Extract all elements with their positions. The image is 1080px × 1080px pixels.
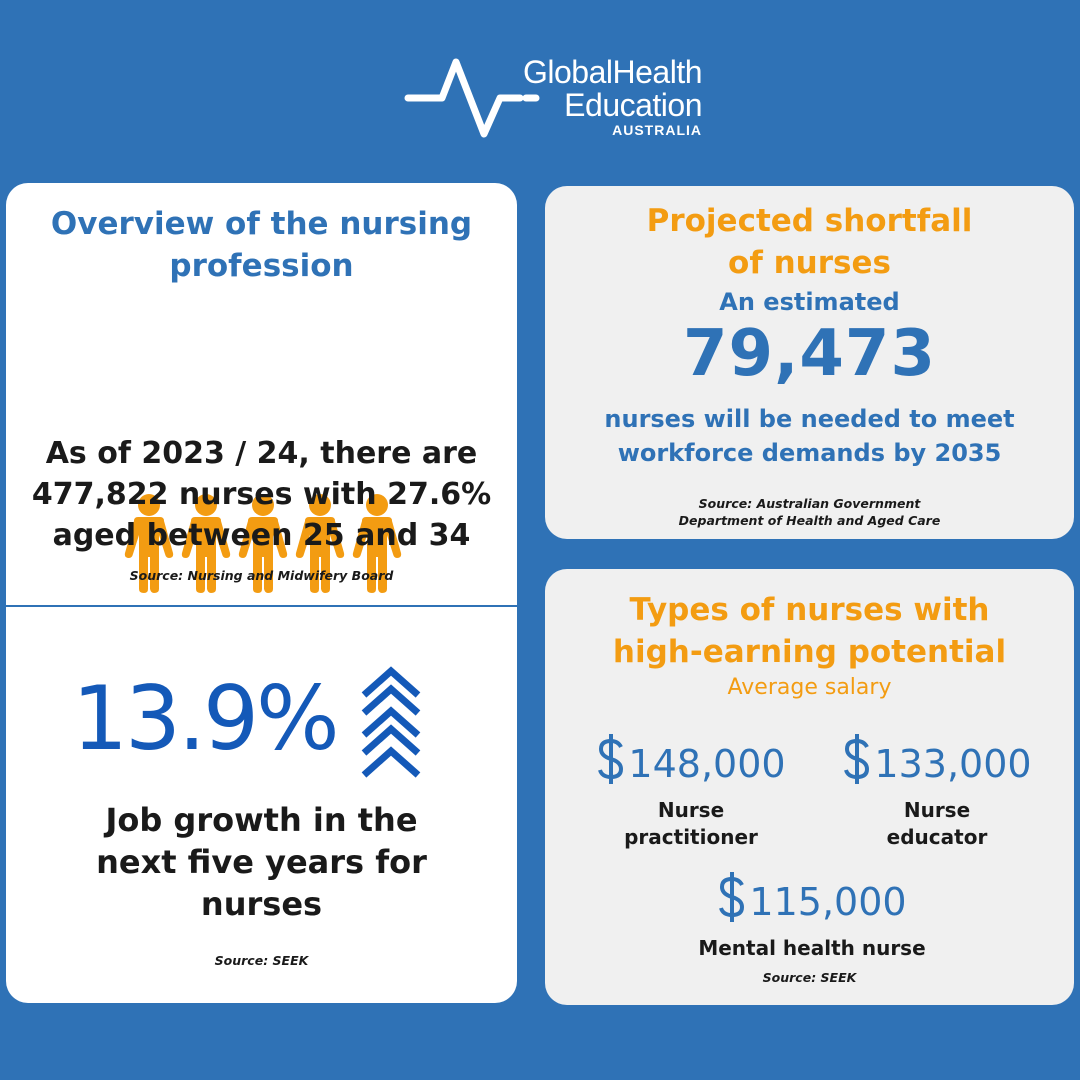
salary-item: [677, 871, 947, 962]
salary-item: [817, 733, 1057, 851]
salary-item: [571, 733, 811, 851]
shortfall-description: nurses will be needed to meet workforce demands by 2035: [604, 405, 1015, 467]
shortfall-card: [545, 186, 1074, 539]
dollar-icon: [596, 733, 626, 785]
overview-text: As of 2023 / 24, there are 477,822 nurses with 27.6% aged between 25 and 34: [31, 436, 492, 553]
growth-percent: 13.9%: [72, 667, 337, 770]
chevron-up-icon: [358, 665, 424, 783]
shortfall-estimated-label: An estimated: [719, 288, 900, 316]
salary-role: Mental health nurse: [698, 936, 926, 960]
brand-logo: [404, 52, 714, 142]
overview-card: [6, 183, 517, 1003]
growth-text: Job growth in the next five years for nurses: [96, 801, 427, 923]
salary-role: Nurse educator: [886, 798, 988, 849]
nurse-types-title: Types of nurses with high-earning potential: [612, 592, 1007, 670]
section-divider: [6, 605, 517, 607]
logo-line-globalhealth: GlobalHealth: [523, 54, 702, 90]
salary-amount: 133,000: [874, 742, 1032, 786]
shortfall-title: Projected shortfall of nurses: [646, 203, 973, 281]
dollar-icon: [717, 871, 747, 923]
salary-amount: 115,000: [749, 880, 907, 924]
shortfall-number: 79,473: [683, 317, 936, 391]
dollar-icon: [842, 733, 872, 785]
growth-source: Source: SEEK: [214, 953, 309, 968]
salary-amount: 148,000: [628, 742, 786, 786]
overview-title: Overview of the nursing profession: [50, 206, 473, 284]
overview-source: Source: Nursing and Midwifery Board: [129, 568, 394, 583]
logo-line-education: Education: [564, 87, 702, 123]
salary-role: Nurse practitioner: [624, 798, 758, 849]
nurse-types-source: Source: SEEK: [762, 970, 857, 985]
nurse-types-card: [545, 569, 1074, 1005]
logo-line-australia: AUSTRALIA: [612, 122, 702, 138]
average-salary-label: Average salary: [727, 675, 892, 700]
shortfall-source: Source: Australian Government Department of Health and Aged Care: [678, 496, 941, 528]
